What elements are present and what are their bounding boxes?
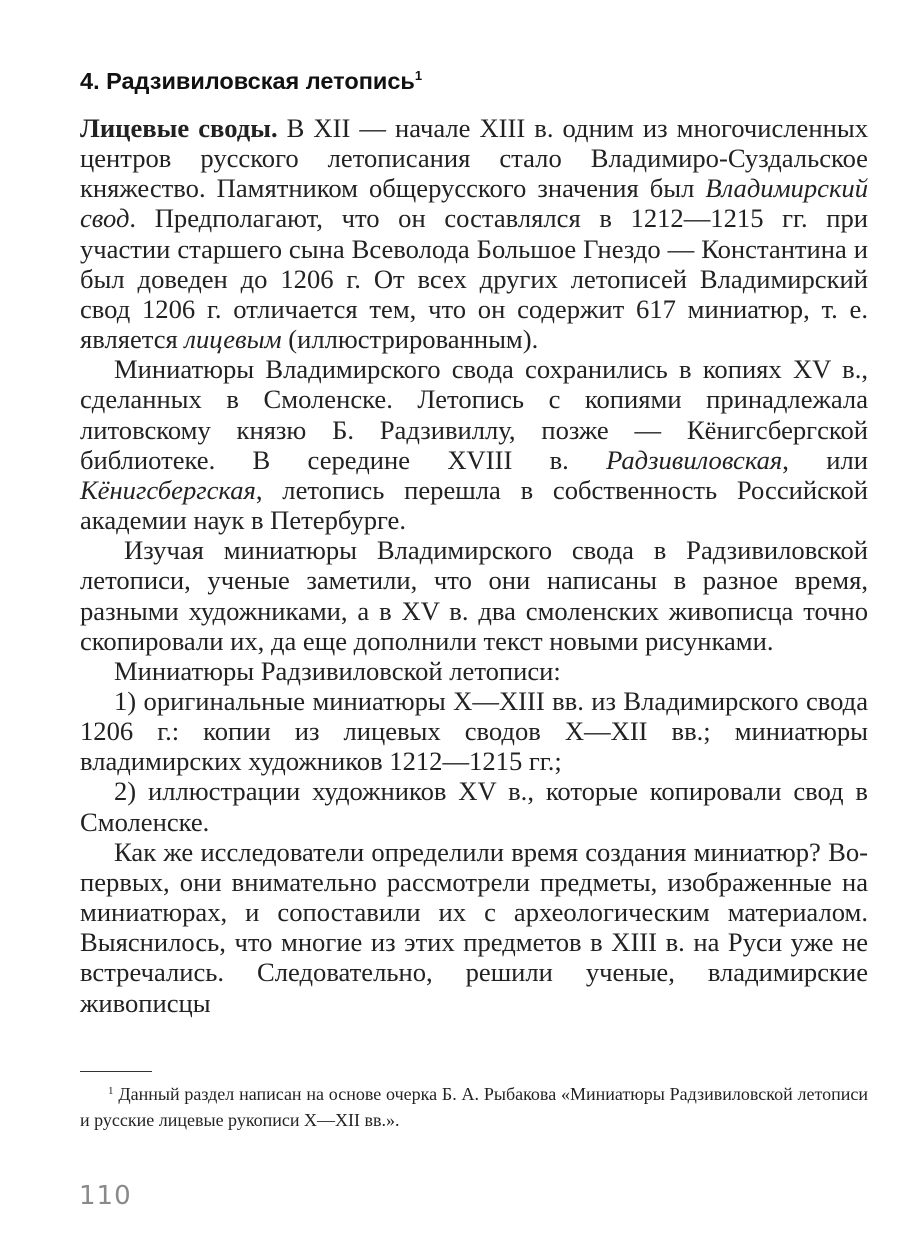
paragraph-2-text-a: Миниатюры Владимирского свода сохранились в копиях XV в., сделанных в Смоленске. Летопись с копиями принадлежала литовскому князю Б. Радзивиллу, позже — Кёнигсбергской библиотеке. В середине XVIII в. xyxy=(80,354,868,475)
paragraph-1-text-c: (иллюстрированным). xyxy=(281,324,539,355)
paragraph-7: Как же исследователи определили время создания миниатюр? Во-первых, они внимательно рассмотрели предметы, изображенные на миниатюрах, и сопоставили их с археологическим материалом. Выяснилось, что многие из этих предметов в XIII в. на Руси уже не встречались. Следовательно, решили ученые, владимирские живописцы xyxy=(80,836,868,1018)
footnote xyxy=(80,1078,868,1133)
footnote-divider xyxy=(80,1071,152,1072)
paragraph-2-text-b: , или xyxy=(782,444,868,475)
section-heading-text: 4. Радзивиловская летопись xyxy=(80,68,415,94)
body-text xyxy=(80,113,868,1018)
footnote-text: Данный раздел написан на основе очерка Б. А. Рыбакова «Миниатюры Радзивиловской летописи и русские лицевые рукописи X—XII вв.». xyxy=(80,1084,868,1130)
paragraph-4: Миниатюры Радзивиловской летописи: xyxy=(114,655,561,686)
list-item-1: 1) оригинальные миниатюры X—XIII вв. из Владимирского свода 1206 г.: копии из лицевых сводов X—XII вв.; миниатюры владимирских художников 1212—1215 гг.; xyxy=(80,685,868,777)
paragraph-2-text-c: , летопись перешла в собственность Российской академии наук в Петербурге. xyxy=(80,474,868,536)
footnote-reference: 1 xyxy=(414,68,423,83)
page-number: 110 xyxy=(79,1181,132,1211)
list-item-2: 2) иллюстрации художников XV в., которые копировали свод в Смоленске. xyxy=(80,776,868,837)
paragraph-3: Изучая миниатюры Владимирского свода в Радзивиловской летописи, ученые заметили, что они написаны в разное время, разными художниками, а в XV в. два смоленских живописца точно скопировали их, да еще дополнили текст новыми рисунками. xyxy=(80,535,868,656)
run-in-heading: Лицевые своды. xyxy=(80,113,278,143)
term-radzivilovskaya: Радзивиловская xyxy=(606,444,783,475)
section-heading xyxy=(80,68,422,95)
paragraph-1-text-a: В XII — начале XIII в. одним из многочисленных центров русского летописания стало Владимиро-Суздальское княжество. Памятником общерусского значения был xyxy=(80,113,868,204)
paragraph-1 xyxy=(80,113,868,354)
footnote-mark: 1 xyxy=(108,1085,114,1097)
paragraph-2 xyxy=(80,354,868,535)
term-kenigsbergskaya: Кёнигсбергская xyxy=(80,474,256,505)
term-vladimir-svod: Владимирский свод xyxy=(80,173,868,234)
paragraph-1-text-b: . Предполагают, что он составлялся в 1212—1215 гг. при участии старшего сына Всеволода Большое Гнездо — Константина и был доведен до 1206 г. От всех других летописей Владимирский свод 1206 г. отличается тем, что он содержит 617 миниатюр, т. е. является xyxy=(80,203,868,355)
term-litsevym: лицевым xyxy=(184,324,282,355)
